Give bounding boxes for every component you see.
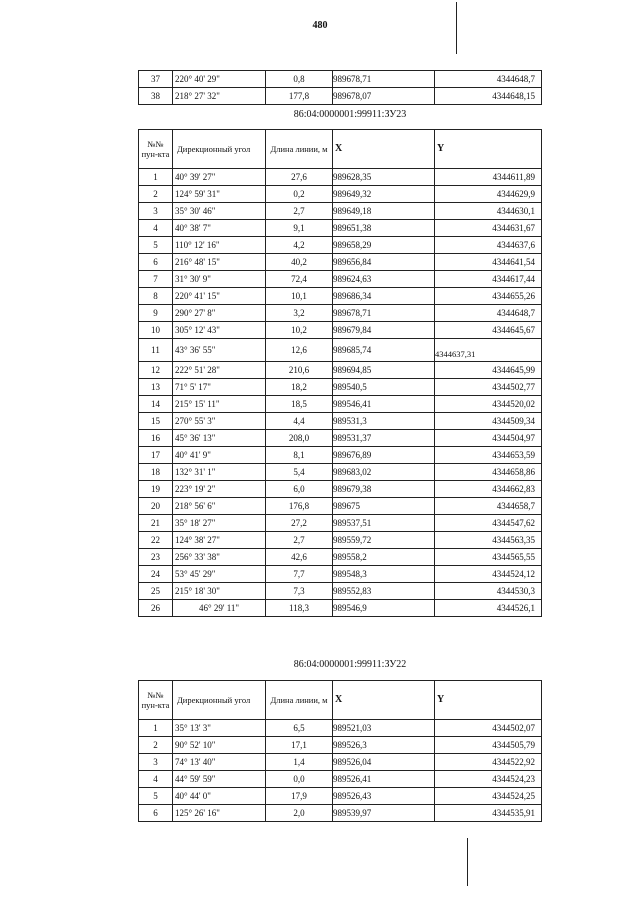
line-length-cell: 17,1 [266, 737, 333, 754]
line-length-cell: 0,8 [266, 71, 333, 88]
x-coordinate-cell: 989552,83 [333, 583, 435, 600]
x-coordinate-cell: 989624,63 [333, 271, 435, 288]
table-body [139, 720, 542, 822]
y-coordinate-cell: 4344645,99 [435, 362, 542, 379]
table-row [139, 600, 542, 617]
point-number-cell: 12 [139, 362, 173, 379]
x-coordinate-cell: 989685,74 [333, 339, 435, 362]
direction-angle-cell: 40° 39' 27" [173, 169, 266, 186]
table-body [139, 71, 542, 105]
table-row [139, 396, 542, 413]
point-number-cell: 16 [139, 430, 173, 447]
table-row [139, 322, 542, 339]
point-number-cell: 6 [139, 805, 173, 822]
table-row [139, 169, 542, 186]
x-coordinate-cell: 989546,9 [333, 600, 435, 617]
point-number-cell: 2 [139, 186, 173, 203]
point-number-cell: 21 [139, 515, 173, 532]
y-coordinate-cell: 4344502,07 [435, 720, 542, 737]
table-row [139, 549, 542, 566]
direction-angle-cell: 53° 45' 29" [173, 566, 266, 583]
point-number-cell: 6 [139, 254, 173, 271]
x-coordinate-cell: 989526,43 [333, 788, 435, 805]
line-length-cell: 2,7 [266, 203, 333, 220]
x-coordinate-cell: 989675 [333, 498, 435, 515]
table-row [139, 220, 542, 237]
direction-angle-cell: 46° 29' 11" [173, 600, 266, 617]
table-row [139, 447, 542, 464]
point-number-cell: 37 [139, 71, 173, 88]
y-coordinate-cell: 4344658,86 [435, 464, 542, 481]
direction-angle-cell: 45° 36' 13" [173, 430, 266, 447]
x-coordinate-cell: 989526,41 [333, 771, 435, 788]
direction-angle-cell: 216° 48' 15" [173, 254, 266, 271]
direction-angle-cell: 31° 30' 9" [173, 271, 266, 288]
point-number-cell: 5 [139, 237, 173, 254]
point-number-cell: 4 [139, 220, 173, 237]
point-number-cell: 24 [139, 566, 173, 583]
line-length-cell: 72,4 [266, 271, 333, 288]
table-body [139, 169, 542, 617]
x-coordinate-cell: 989526,3 [333, 737, 435, 754]
table-row [139, 583, 542, 600]
table-row [139, 566, 542, 583]
line-length-cell: 27,6 [266, 169, 333, 186]
table-row [139, 288, 542, 305]
margin-line [456, 2, 457, 54]
line-length-cell: 1,4 [266, 754, 333, 771]
y-coordinate-cell: 4344631,67 [435, 220, 542, 237]
direction-angle-cell: 40° 38' 7" [173, 220, 266, 237]
table-row [139, 237, 542, 254]
y-coordinate-cell: 4344509,34 [435, 413, 542, 430]
line-length-cell: 3,2 [266, 305, 333, 322]
direction-angle-cell: 256° 33' 38" [173, 549, 266, 566]
table-row [139, 754, 542, 771]
line-length-cell: 42,6 [266, 549, 333, 566]
table-row [139, 430, 542, 447]
direction-angle-cell: 218° 56' 6" [173, 498, 266, 515]
direction-angle-cell: 44° 59' 59" [173, 771, 266, 788]
x-coordinate-cell: 989548,3 [333, 566, 435, 583]
table-row [139, 88, 542, 105]
point-number-cell: 10 [139, 322, 173, 339]
y-coordinate-cell: 4344565,55 [435, 549, 542, 566]
y-coordinate-cell: 4344520,02 [435, 396, 542, 413]
page-number: 480 [312, 20, 328, 31]
x-coordinate-cell: 989531,3 [333, 413, 435, 430]
y-coordinate-cell: 4344504,97 [435, 430, 542, 447]
x-coordinate-cell: 989628,35 [333, 169, 435, 186]
y-coordinate-cell: 4344524,25 [435, 788, 542, 805]
y-coordinate-cell: 4344524,12 [435, 566, 542, 583]
x-coordinate-cell: 989676,89 [333, 447, 435, 464]
y-coordinate-cell: 4344648,15 [435, 88, 542, 105]
line-length-cell: 208,0 [266, 430, 333, 447]
point-number-cell: 23 [139, 549, 173, 566]
header-line-length: Длина линии, м [266, 681, 333, 720]
header-y: Y [435, 681, 542, 720]
x-coordinate-cell: 989531,37 [333, 430, 435, 447]
table-row [139, 788, 542, 805]
line-length-cell: 8,1 [266, 447, 333, 464]
x-coordinate-cell: 989651,38 [333, 220, 435, 237]
direction-angle-cell: 215° 15' 11" [173, 396, 266, 413]
direction-angle-cell: 35° 30' 46" [173, 203, 266, 220]
line-length-cell: 12,6 [266, 339, 333, 362]
x-coordinate-cell: 989546,41 [333, 396, 435, 413]
line-length-cell: 0,0 [266, 771, 333, 788]
direction-angle-cell: 223° 19' 2" [173, 481, 266, 498]
line-length-cell: 7,3 [266, 583, 333, 600]
point-number-cell: 25 [139, 583, 173, 600]
point-number-cell: 9 [139, 305, 173, 322]
table-row [139, 805, 542, 822]
line-length-cell: 6,0 [266, 481, 333, 498]
direction-angle-cell: 43° 36' 55" [173, 339, 266, 362]
direction-angle-cell: 132° 31' 1" [173, 464, 266, 481]
x-coordinate-cell: 989656,84 [333, 254, 435, 271]
y-coordinate-cell: 4344547,62 [435, 515, 542, 532]
x-coordinate-cell: 989521,03 [333, 720, 435, 737]
line-length-cell: 17,9 [266, 788, 333, 805]
x-coordinate-cell: 989694,85 [333, 362, 435, 379]
y-coordinate-cell: 4344526,1 [435, 600, 542, 617]
y-coordinate-cell: 4344617,44 [435, 271, 542, 288]
y-coordinate-cell: 4344535,91 [435, 805, 542, 822]
x-coordinate-cell: 989539,97 [333, 805, 435, 822]
header-x: X [333, 681, 435, 720]
line-length-cell: 27,2 [266, 515, 333, 532]
table-row [139, 413, 542, 430]
line-length-cell: 9,1 [266, 220, 333, 237]
x-coordinate-cell: 989559,72 [333, 532, 435, 549]
table-row [139, 339, 542, 362]
direction-angle-cell: 220° 41' 15" [173, 288, 266, 305]
line-length-cell: 6,5 [266, 720, 333, 737]
point-number-cell: 4 [139, 771, 173, 788]
y-coordinate-cell: 4344655,26 [435, 288, 542, 305]
point-number-cell: 22 [139, 532, 173, 549]
coordinates-table-continued [138, 70, 542, 105]
point-number-cell: 19 [139, 481, 173, 498]
line-length-cell: 10,1 [266, 288, 333, 305]
line-length-cell: 5,4 [266, 464, 333, 481]
table-row [139, 771, 542, 788]
line-length-cell: 10,2 [266, 322, 333, 339]
point-number-cell: 38 [139, 88, 173, 105]
table-row [139, 379, 542, 396]
y-coordinate-cell: 4344629,9 [435, 186, 542, 203]
x-coordinate-cell: 989526,04 [333, 754, 435, 771]
direction-angle-cell: 290° 27' 8" [173, 305, 266, 322]
x-coordinate-cell: 989678,71 [333, 305, 435, 322]
y-coordinate-cell: 4344648,7 [435, 305, 542, 322]
line-length-cell: 0,2 [266, 186, 333, 203]
y-coordinate-cell: 4344658,7 [435, 498, 542, 515]
x-coordinate-cell: 989658,29 [333, 237, 435, 254]
table-header-row [139, 130, 542, 169]
header-direction-angle: Дирекционный угол [173, 681, 266, 720]
direction-angle-cell: 40° 44' 0" [173, 788, 266, 805]
direction-angle-cell: 270° 55' 3" [173, 413, 266, 430]
direction-angle-cell: 35° 13' 3" [173, 720, 266, 737]
table-row [139, 71, 542, 88]
x-coordinate-cell: 989649,18 [333, 203, 435, 220]
direction-angle-cell: 125° 26' 16" [173, 805, 266, 822]
header-direction-angle: Дирекционный угол [173, 130, 266, 169]
line-length-cell: 210,6 [266, 362, 333, 379]
table-row [139, 362, 542, 379]
y-coordinate-cell: 4344502,77 [435, 379, 542, 396]
point-number-cell: 17 [139, 447, 173, 464]
margin-line [467, 838, 468, 886]
point-number-cell: 1 [139, 169, 173, 186]
table-row [139, 464, 542, 481]
line-length-cell: 2,7 [266, 532, 333, 549]
y-coordinate-cell: 4344530,3 [435, 583, 542, 600]
line-length-cell: 7,7 [266, 566, 333, 583]
point-number-cell: 18 [139, 464, 173, 481]
line-length-cell: 18,5 [266, 396, 333, 413]
y-coordinate-cell: 4344563,35 [435, 532, 542, 549]
point-number-cell: 20 [139, 498, 173, 515]
table-row [139, 481, 542, 498]
table-header-row [139, 681, 542, 720]
direction-angle-cell: 71° 5' 17" [173, 379, 266, 396]
y-coordinate-cell: 4344524,23 [435, 771, 542, 788]
point-number-cell: 5 [139, 788, 173, 805]
section-title-zu22: 86:04:0000001:99911:ЗУ22 [293, 659, 407, 670]
y-coordinate-cell: 4344630,1 [435, 203, 542, 220]
line-length-cell: 18,2 [266, 379, 333, 396]
x-coordinate-cell: 989679,84 [333, 322, 435, 339]
table-row [139, 271, 542, 288]
point-number-cell: 15 [139, 413, 173, 430]
table-row [139, 515, 542, 532]
direction-angle-cell: 124° 38' 27" [173, 532, 266, 549]
y-coordinate-cell: 4344641,54 [435, 254, 542, 271]
point-number-cell: 3 [139, 203, 173, 220]
line-length-cell: 176,8 [266, 498, 333, 515]
table-row [139, 532, 542, 549]
table-row [139, 186, 542, 203]
table-row [139, 720, 542, 737]
y-coordinate-cell: 4344611,89 [435, 169, 542, 186]
section-title-zu23: 86:04:0000001:99911:ЗУ23 [293, 109, 407, 120]
header-x: X [333, 130, 435, 169]
coordinates-table-zu22 [138, 680, 542, 822]
x-coordinate-cell: 989679,38 [333, 481, 435, 498]
point-number-cell: 26 [139, 600, 173, 617]
x-coordinate-cell: 989540,5 [333, 379, 435, 396]
direction-angle-cell: 110° 12' 16" [173, 237, 266, 254]
x-coordinate-cell: 989678,07 [333, 88, 435, 105]
y-coordinate-cell: 4344648,7 [435, 71, 542, 88]
table-row [139, 203, 542, 220]
point-number-cell: 8 [139, 288, 173, 305]
y-coordinate-cell: 4344637,6 [435, 237, 542, 254]
direction-angle-cell: 305° 12' 43" [173, 322, 266, 339]
line-length-cell: 4,4 [266, 413, 333, 430]
x-coordinate-cell: 989683,02 [333, 464, 435, 481]
table-row [139, 305, 542, 322]
header-point-number: №№ пун-кта [139, 681, 173, 720]
y-coordinate-cell: 4344522,92 [435, 754, 542, 771]
y-coordinate-cell: 4344662,83 [435, 481, 542, 498]
direction-angle-cell: 74° 13' 40" [173, 754, 266, 771]
point-number-cell: 7 [139, 271, 173, 288]
line-length-cell: 4,2 [266, 237, 333, 254]
x-coordinate-cell: 989678,71 [333, 71, 435, 88]
x-coordinate-cell: 989558,2 [333, 549, 435, 566]
y-coordinate-cell: 4344637,31 [435, 339, 542, 362]
y-coordinate-cell: 4344505,79 [435, 737, 542, 754]
point-number-cell: 14 [139, 396, 173, 413]
x-coordinate-cell: 989686,34 [333, 288, 435, 305]
direction-angle-cell: 124° 59' 31" [173, 186, 266, 203]
line-length-cell: 40,2 [266, 254, 333, 271]
direction-angle-cell: 35° 18' 27" [173, 515, 266, 532]
direction-angle-cell: 90° 52' 10" [173, 737, 266, 754]
point-number-cell: 3 [139, 754, 173, 771]
point-number-cell: 13 [139, 379, 173, 396]
x-coordinate-cell: 989649,32 [333, 186, 435, 203]
line-length-cell: 177,8 [266, 88, 333, 105]
table-row [139, 737, 542, 754]
point-number-cell: 2 [139, 737, 173, 754]
point-number-cell: 11 [139, 339, 173, 362]
header-line-length: Длина линии, м [266, 130, 333, 169]
direction-angle-cell: 40° 41' 9" [173, 447, 266, 464]
y-coordinate-cell: 4344645,67 [435, 322, 542, 339]
point-number-cell: 1 [139, 720, 173, 737]
line-length-cell: 118,3 [266, 600, 333, 617]
line-length-cell: 2,0 [266, 805, 333, 822]
direction-angle-cell: 220° 40' 29" [173, 71, 266, 88]
x-coordinate-cell: 989537,51 [333, 515, 435, 532]
y-coordinate-cell: 4344653,59 [435, 447, 542, 464]
header-y: Y [435, 130, 542, 169]
table-row [139, 498, 542, 515]
header-point-number: №№ пун-кта [139, 130, 173, 169]
coordinates-table-zu23 [138, 129, 542, 617]
direction-angle-cell: 222° 51' 28" [173, 362, 266, 379]
table-row [139, 254, 542, 271]
direction-angle-cell: 215° 18' 30" [173, 583, 266, 600]
direction-angle-cell: 218° 27' 32" [173, 88, 266, 105]
